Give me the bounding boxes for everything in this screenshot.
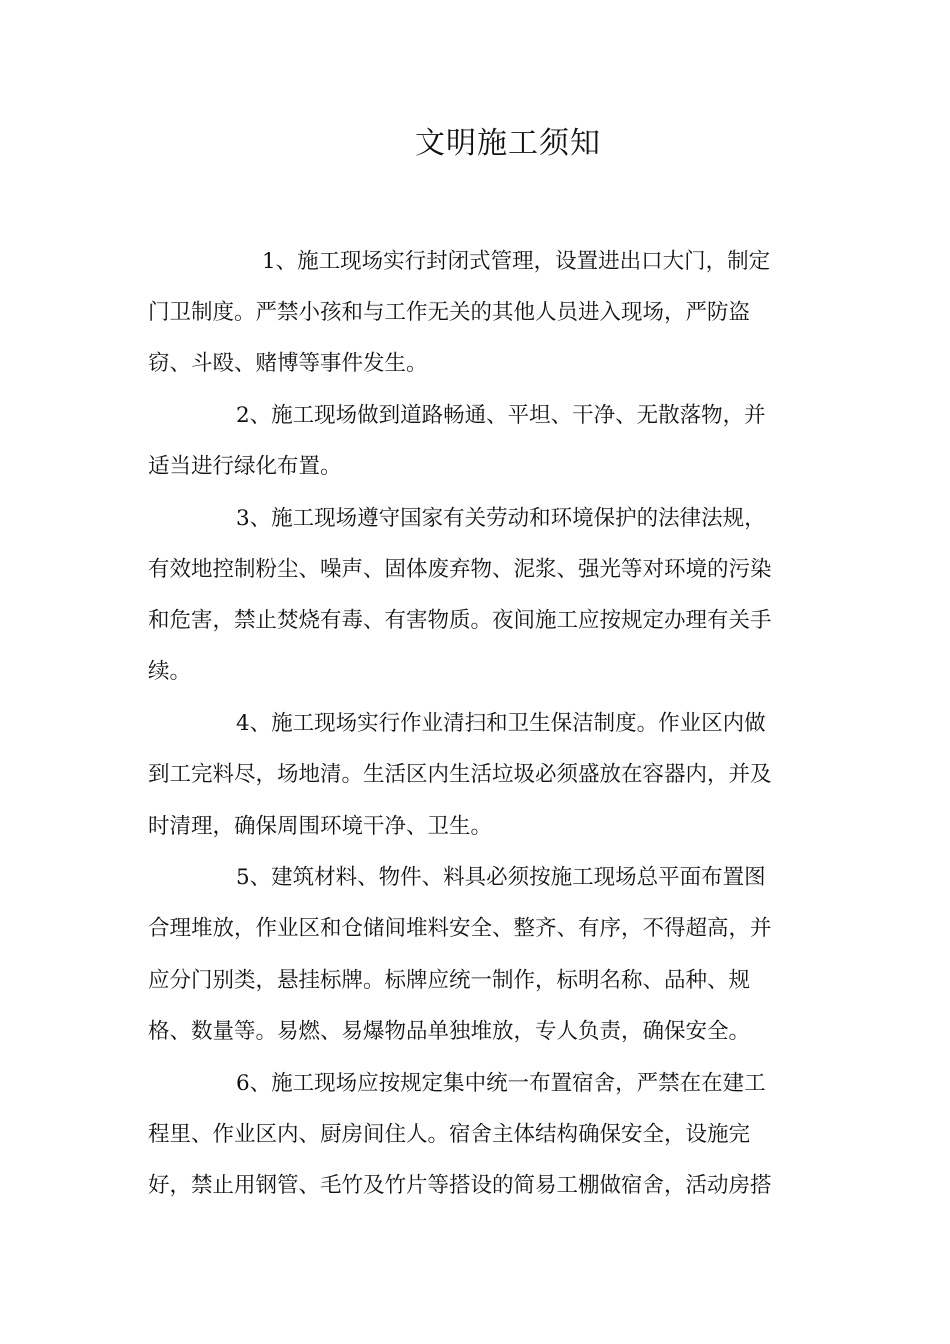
- paragraph-1-line-2: 门卫制度。严禁小孩和与工作无关的其他人员进入现场，严防盗: [148, 300, 751, 325]
- paragraph-5-line-4: 格、数量等。易燃、易爆物品单独堆放，专人负责，确保安全。: [148, 1019, 751, 1044]
- paragraph-5-line-2: 合理堆放，作业区和仓储间堆料安全、整齐、有序，不得超高，并: [148, 916, 772, 941]
- paragraph-1-line-1: 1、施工现场实行封闭式管理，设置进出口大门，制定: [262, 249, 771, 274]
- paragraph-5-line-1: 5、建筑材料、物件、料具必须按施工现场总平面布置图: [236, 865, 766, 890]
- paragraph-6-line-2: 程里、作业区内、厨房间住人。宿舍主体结构确保安全，设施完: [148, 1122, 751, 1147]
- paragraph-3-line-4: 续。: [148, 659, 192, 684]
- paragraph-2-line-1: 2、施工现场做到道路畅通、平坦、干净、无散落物，并: [236, 403, 766, 428]
- paragraph-3-line-2: 有效地控制粉尘、噪声、固体废弃物、泥浆、强光等对环境的污染: [148, 557, 772, 582]
- paragraph-6-line-1: 6、施工现场应按规定集中统一布置宿舍，严禁在在建工: [236, 1071, 766, 1096]
- paragraph-3-line-1: 3、施工现场遵守国家有关劳动和环境保护的法律法规，: [236, 506, 766, 531]
- document-title: 文明施工须知: [415, 126, 601, 161]
- paragraph-4-line-2: 到工完料尽，场地清。生活区内生活垃圾必须盛放在容器内，并及: [148, 762, 772, 787]
- paragraph-2-line-2: 适当进行绿化布置。: [148, 454, 342, 479]
- paragraph-5-line-3: 应分门别类，悬挂标牌。标牌应统一制作，标明名称、品种、规: [148, 968, 751, 993]
- paragraph-4-line-3: 时清理，确保周围环境干净、卫生。: [148, 814, 493, 839]
- paragraph-1-line-3: 窃、斗殴、赌博等事件发生。: [148, 351, 428, 376]
- paragraph-6-line-3: 好，禁止用钢管、毛竹及竹片等搭设的简易工棚做宿舍，活动房搭: [148, 1173, 772, 1198]
- paragraph-3-line-3: 和危害，禁止焚烧有毒、有害物质。夜间施工应按规定办理有关手: [148, 608, 772, 633]
- paragraph-4-line-1: 4、施工现场实行作业清扫和卫生保洁制度。作业区内做: [236, 711, 766, 736]
